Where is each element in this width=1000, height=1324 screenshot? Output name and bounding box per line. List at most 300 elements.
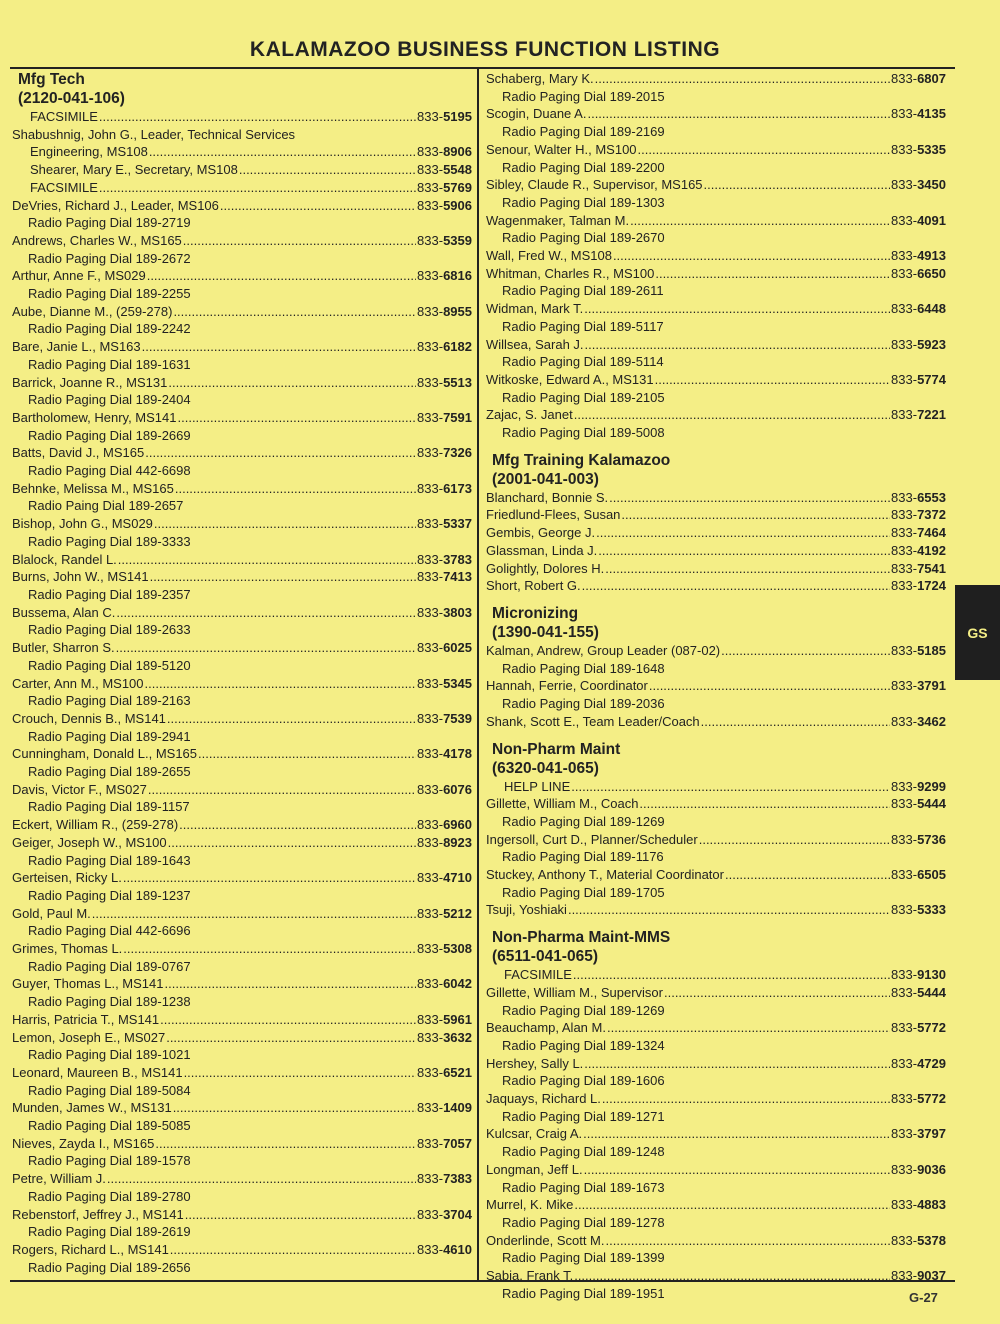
pager-line: Radio Paging Dial 189-2169 xyxy=(502,124,665,140)
pager-line: Radio Paging Dial 189-2670 xyxy=(502,230,665,246)
listing-name: Senour, Walter H., MS100 xyxy=(486,141,637,157)
phone-prefix: 833- xyxy=(891,525,918,541)
pager-line: Radio Paging Dial 189-2105 xyxy=(502,389,665,405)
phone-number xyxy=(417,816,472,834)
dot-leader xyxy=(99,179,416,197)
phone-number xyxy=(891,70,946,88)
phone-prefix: 833- xyxy=(891,212,918,228)
pager-line: Radio Paging Dial 189-1631 xyxy=(28,356,191,372)
pager-line: Radio Paging Dial 189-2015 xyxy=(502,88,665,104)
listing-row xyxy=(12,675,472,693)
listing-row xyxy=(486,984,946,1002)
pager-line: Radio Paging Dial 189-1248 xyxy=(502,1144,665,1160)
phone-prefix: 833- xyxy=(417,516,444,532)
listing-row xyxy=(12,143,472,161)
phone-number xyxy=(417,1029,472,1047)
dot-leader xyxy=(721,642,890,660)
phone-extension: 5774 xyxy=(917,371,946,387)
phone-extension: 6650 xyxy=(917,265,946,281)
dot-leader xyxy=(630,212,890,230)
listing-name: Golightly, Dolores H. xyxy=(486,560,605,576)
listing-name: Davis, Victor F., MS027 xyxy=(12,781,147,797)
section-title: Mfg Training Kalamazoo xyxy=(492,451,671,469)
phone-number xyxy=(417,303,472,321)
dot-leader xyxy=(92,905,416,923)
phone-extension: 5444 xyxy=(917,984,946,1000)
phone-prefix: 833- xyxy=(417,1064,444,1080)
phone-prefix: 833- xyxy=(891,71,918,86)
listing-name: Eckert, William R., (259-278) xyxy=(12,817,179,833)
phone-number xyxy=(417,267,472,285)
listing-name: Wagenmaker, Talman M. xyxy=(486,212,630,228)
listing-row xyxy=(486,1196,946,1214)
listing-row xyxy=(486,1055,946,1073)
phone-extension: 6505 xyxy=(917,867,946,883)
dot-leader xyxy=(621,506,890,524)
phone-number xyxy=(891,560,946,578)
listing-name: Friedlund-Flees, Susan xyxy=(486,507,621,523)
phone-prefix: 833- xyxy=(891,578,918,594)
dot-leader xyxy=(606,1232,891,1250)
dot-leader xyxy=(118,551,416,569)
pager-line: Radio Paging Dial 189-5085 xyxy=(28,1118,191,1134)
listing-row xyxy=(12,604,472,622)
dot-leader xyxy=(147,267,416,285)
listing-name: Shank, Scott E., Team Leader/Coach xyxy=(486,713,700,729)
phone-prefix: 833- xyxy=(891,141,918,157)
phone-number xyxy=(891,265,946,283)
phone-number xyxy=(417,710,472,728)
phone-prefix: 833- xyxy=(417,941,444,957)
phone-extension: 5359 xyxy=(443,232,472,248)
pager-line: Radio Paging Dial 189-2656 xyxy=(28,1259,191,1275)
pager-line: Radio Paing Dial 189-2657 xyxy=(28,498,184,514)
listing-row xyxy=(486,300,946,318)
phone-number xyxy=(417,940,472,958)
section-code: (1390-041-155) xyxy=(492,623,599,641)
phone-number xyxy=(417,1170,472,1188)
dot-leader xyxy=(107,1170,416,1188)
phone-extension: 4135 xyxy=(917,106,946,122)
top-rule xyxy=(10,67,955,69)
listing-name: Murrel, K. Mike xyxy=(486,1197,574,1213)
listing-row xyxy=(486,778,946,796)
dot-leader xyxy=(639,795,890,813)
listing-name: Witkoske, Edward A., MS131 xyxy=(486,371,654,387)
section-title: Mfg Tech xyxy=(18,71,85,88)
phone-extension: 5337 xyxy=(443,516,472,532)
pager-line: Radio Paging Dial 189-1237 xyxy=(28,887,191,903)
listing-name: Schaberg, Mary K. xyxy=(486,71,594,86)
pager-line: Radio Paging Dial 189-1303 xyxy=(502,194,665,210)
phone-prefix: 833- xyxy=(891,967,918,983)
phone-extension: 7539 xyxy=(443,710,472,726)
listing-name: Scogin, Duane A. xyxy=(486,106,587,122)
phone-prefix: 833- xyxy=(417,675,444,691)
phone-prefix: 833- xyxy=(417,409,444,425)
listing-name: Harris, Patricia T., MS141 xyxy=(12,1011,160,1027)
listing-row xyxy=(12,232,472,250)
listing-row xyxy=(486,265,946,283)
section-tab-label: GS xyxy=(967,624,988,641)
phone-extension: 9130 xyxy=(917,967,946,983)
phone-prefix: 833- xyxy=(417,834,444,850)
phone-number xyxy=(891,984,946,1002)
listing-row xyxy=(12,1241,472,1259)
dot-leader xyxy=(154,515,416,533)
listing-name: Barrick, Joanne R., MS131 xyxy=(12,374,168,390)
section-code: (2120-041-106) xyxy=(18,90,125,107)
phone-number xyxy=(891,642,946,660)
pager-line: Radio Paging Dial 189-5084 xyxy=(28,1082,191,1098)
listing-row xyxy=(486,866,946,884)
phone-extension: 5513 xyxy=(443,374,472,390)
listing-row xyxy=(486,577,946,595)
phone-number xyxy=(417,745,472,763)
phone-number xyxy=(891,901,946,919)
listing-row xyxy=(12,1170,472,1188)
phone-extension: 6816 xyxy=(443,268,472,284)
pager-line: Radio Paging Dial 189-2611 xyxy=(502,283,664,299)
listing-row xyxy=(486,1125,946,1143)
listing-row xyxy=(486,70,946,88)
listing-row xyxy=(12,515,472,533)
phone-extension: 5772 xyxy=(917,1020,946,1036)
phone-extension: 4883 xyxy=(917,1197,946,1213)
phone-extension: 5378 xyxy=(917,1232,946,1248)
dot-leader xyxy=(220,197,416,215)
phone-prefix: 833- xyxy=(417,1171,444,1187)
phone-prefix: 833- xyxy=(417,870,444,886)
phone-prefix: 833- xyxy=(417,710,444,726)
phone-prefix: 833- xyxy=(891,831,918,847)
phone-prefix: 833- xyxy=(891,560,918,576)
dot-leader xyxy=(605,560,890,578)
phone-extension: 6960 xyxy=(443,817,472,833)
phone-number xyxy=(417,1064,472,1082)
phone-prefix: 833- xyxy=(417,1206,444,1222)
phone-extension: 3704 xyxy=(443,1206,472,1222)
phone-extension: 7326 xyxy=(443,445,472,461)
listing-row xyxy=(12,374,472,392)
listing-row xyxy=(12,816,472,834)
listing-name: Glassman, Linda J. xyxy=(486,542,598,558)
listing-name: Andrews, Charles W., MS165 xyxy=(12,232,182,248)
listing-row xyxy=(486,1232,946,1250)
phone-number xyxy=(417,1099,472,1117)
dot-leader xyxy=(145,444,416,462)
pager-line: Radio Paging Dial 189-1238 xyxy=(28,994,191,1010)
dot-leader xyxy=(160,1011,416,1029)
listing-row xyxy=(486,141,946,159)
listing-name: Ingersoll, Curt D., Planner/Scheduler xyxy=(486,831,698,847)
dot-leader xyxy=(184,1064,416,1082)
listing-name: Blalock, Randel L. xyxy=(12,551,117,567)
pager-line: Radio Paging Dial 189-1606 xyxy=(502,1073,665,1089)
phone-prefix: 833- xyxy=(891,678,918,694)
listing-row xyxy=(12,126,472,144)
listing-row xyxy=(12,745,472,763)
phone-extension: 4710 xyxy=(443,870,472,886)
pager-line: Radio Paging Dial 189-2255 xyxy=(28,286,191,302)
phone-extension: 7057 xyxy=(443,1135,472,1151)
phone-prefix: 833- xyxy=(417,232,444,248)
phone-number xyxy=(891,489,946,507)
phone-extension: 5923 xyxy=(917,336,946,352)
listing-row xyxy=(486,524,946,542)
phone-number xyxy=(891,300,946,318)
listing-row xyxy=(12,409,472,427)
phone-number xyxy=(891,524,946,542)
phone-extension: 3632 xyxy=(443,1029,472,1045)
pager-line: Radio Paging Dial 442-6698 xyxy=(28,463,191,479)
phone-prefix: 833- xyxy=(417,817,444,833)
phone-prefix: 833- xyxy=(417,445,444,461)
phone-number xyxy=(891,105,946,123)
phone-extension: 7591 xyxy=(443,409,472,425)
listing-name: Sibley, Claude R., Supervisor, MS165 xyxy=(486,177,703,193)
phone-number xyxy=(891,247,946,265)
listing-row xyxy=(12,1206,472,1224)
dot-leader xyxy=(595,70,890,88)
phone-extension: 1409 xyxy=(443,1100,472,1116)
listing-row xyxy=(486,542,946,560)
pager-line: Radio Paging Dial 189-5120 xyxy=(28,657,191,673)
phone-number xyxy=(417,869,472,887)
phone-extension: 6042 xyxy=(443,976,472,992)
listing-row xyxy=(486,901,946,919)
phone-number xyxy=(417,338,472,356)
phone-prefix: 833- xyxy=(891,1161,918,1177)
phone-prefix: 833- xyxy=(891,265,918,281)
dot-leader xyxy=(664,984,890,1002)
phone-prefix: 833- xyxy=(891,507,918,523)
phone-number xyxy=(417,975,472,993)
listing-name: Cunningham, Donald L., MS165 xyxy=(12,746,198,762)
listing-name: Gold, Paul M. xyxy=(12,905,91,921)
phone-number xyxy=(891,831,946,849)
listing-name: Blanchard, Bonnie S. xyxy=(486,489,609,505)
phone-extension: 4913 xyxy=(917,248,946,264)
phone-prefix: 833- xyxy=(417,604,444,620)
listing-name: Kalman, Andrew, Group Leader (087-02) xyxy=(486,642,721,658)
listing-row xyxy=(12,551,472,569)
phone-extension: 7541 xyxy=(917,560,946,576)
listing-name: Bussema, Alan C. xyxy=(12,604,116,620)
listing-row xyxy=(12,197,472,215)
dot-leader xyxy=(198,745,416,763)
phone-prefix: 833- xyxy=(417,162,444,178)
phone-number xyxy=(891,371,946,389)
phone-extension: 7221 xyxy=(917,407,946,423)
section-tab xyxy=(955,585,1000,680)
phone-extension: 6521 xyxy=(443,1064,472,1080)
pager-line: Radio Paging Dial 189-2200 xyxy=(502,159,665,175)
section-title: Micronizing xyxy=(492,604,579,622)
listing-name: Bartholomew, Henry, MS141 xyxy=(12,409,177,425)
phone-number xyxy=(417,480,472,498)
phone-prefix: 833- xyxy=(891,1091,918,1107)
dot-leader xyxy=(145,675,417,693)
phone-number xyxy=(417,179,472,197)
listing-row xyxy=(486,713,946,731)
phone-prefix: 833- xyxy=(891,177,918,193)
listing-row xyxy=(486,176,946,194)
listing-name: Nieves, Zayda I., MS165 xyxy=(12,1135,155,1151)
pager-line: Radio Paging Dial 189-3333 xyxy=(28,533,191,549)
phone-extension: 3797 xyxy=(917,1126,946,1142)
pager-line: Radio Paging Dial 189-1269 xyxy=(502,1002,665,1018)
listing-name: Butler, Sharron S. xyxy=(12,640,115,656)
pager-line: Radio Paging Dial 189-1176 xyxy=(502,849,664,865)
listing-row xyxy=(486,1267,946,1285)
phone-prefix: 833- xyxy=(417,268,444,284)
phone-extension: 5906 xyxy=(443,197,472,213)
dot-leader xyxy=(155,1135,416,1153)
phone-number xyxy=(891,1090,946,1108)
phone-prefix: 833- xyxy=(891,902,918,918)
pager-line: Radio Paging Dial 189-1269 xyxy=(502,813,665,829)
listing-name: Bare, Janie L., MS163 xyxy=(12,339,141,355)
listing-name: Tsuji, Yoshiaki xyxy=(486,902,567,918)
phone-prefix: 833- xyxy=(891,1055,918,1071)
listing-name: Shabushnig, John G., Leader, Technical Services xyxy=(12,126,296,142)
listing-row xyxy=(486,406,946,424)
listing-name: Guyer, Thomas L., MS141 xyxy=(12,976,164,992)
phone-extension: 3450 xyxy=(917,177,946,193)
phone-extension: 9036 xyxy=(917,1161,946,1177)
listing-name: DeVries, Richard J., Leader, MS106 xyxy=(12,197,219,213)
dot-leader xyxy=(150,568,416,586)
listing-row xyxy=(486,336,946,354)
phone-prefix: 833- xyxy=(891,867,918,883)
phone-prefix: 833- xyxy=(891,713,918,729)
phone-prefix: 833- xyxy=(891,1126,918,1142)
phone-prefix: 833- xyxy=(891,371,918,387)
phone-prefix: 833- xyxy=(417,1242,444,1257)
phone-extension: 6076 xyxy=(443,781,472,797)
dot-leader xyxy=(167,710,416,728)
dot-leader xyxy=(649,677,890,695)
listing-row xyxy=(12,639,472,657)
phone-extension: 7372 xyxy=(917,507,946,523)
dot-leader xyxy=(584,1055,890,1073)
phone-extension: 5308 xyxy=(443,941,472,957)
listing-row xyxy=(486,831,946,849)
dot-leader xyxy=(596,524,890,542)
listing-row xyxy=(12,108,472,126)
phone-prefix: 833- xyxy=(417,551,444,567)
listing-row xyxy=(12,1011,472,1029)
listing-row xyxy=(486,560,946,578)
listing-name: Widman, Mark T. xyxy=(486,301,584,317)
phone-prefix: 833- xyxy=(891,984,918,1000)
phone-prefix: 833- xyxy=(891,1020,918,1036)
listing-name: Beauchamp, Alan M. xyxy=(486,1020,606,1036)
phone-prefix: 833- xyxy=(417,746,444,762)
phone-number xyxy=(891,1267,946,1285)
section-title: Non-Pharma Maint-MMS xyxy=(492,929,671,947)
pager-line: Radio Paging Dial 189-2669 xyxy=(28,427,191,443)
listing-name: Aube, Dianne M., (259-278) xyxy=(12,303,173,319)
listing-row xyxy=(12,940,472,958)
listing-name: HELP LINE xyxy=(504,778,571,794)
listing-name: Bishop, John G., MS029 xyxy=(12,516,153,532)
phone-prefix: 833- xyxy=(417,640,444,656)
pager-line: Radio Paging Dial 189-5008 xyxy=(502,425,665,441)
listing-row xyxy=(12,303,472,321)
dot-leader xyxy=(568,901,890,919)
listing-row xyxy=(486,1161,946,1179)
listing-name: Kulcsar, Craig A. xyxy=(486,1126,583,1142)
pager-line: Radio Paging Dial 189-2633 xyxy=(28,622,191,638)
phone-extension: 5212 xyxy=(443,905,472,921)
dot-leader xyxy=(602,1090,890,1108)
listing-name: Lemon, Joseph E., MS027 xyxy=(12,1029,166,1045)
phone-number xyxy=(417,568,472,586)
pager-line: Radio Paging Dial 189-1157 xyxy=(28,799,190,815)
listing-name: Engineering, MS108 xyxy=(30,144,148,160)
listing-row xyxy=(12,161,472,179)
listing-name: Stuckey, Anthony T., Material Coordinator xyxy=(486,867,724,883)
pager-line: Radio Paging Dial 189-2242 xyxy=(28,321,191,337)
listing-name: Whitman, Charles R., MS100 xyxy=(486,265,655,281)
listing-name: Crouch, Dennis B., MS141 xyxy=(12,710,166,726)
dot-leader xyxy=(173,1099,416,1117)
phone-prefix: 833- xyxy=(417,781,444,797)
pager-line: Radio Paging Dial 189-1643 xyxy=(28,852,191,868)
phone-extension: 3783 xyxy=(443,551,472,567)
listing-name: Geiger, Joseph W., MS100 xyxy=(12,834,167,850)
dot-leader xyxy=(148,781,416,799)
listing-name: Onderlinde, Scott M. xyxy=(486,1232,605,1248)
phone-extension: 5335 xyxy=(917,141,946,157)
dot-leader xyxy=(571,778,890,796)
pager-line: Radio Paging Dial 189-1648 xyxy=(502,660,665,676)
phone-number xyxy=(891,212,946,230)
listing-name: Gembis, George J. xyxy=(486,525,596,541)
phone-extension: 7383 xyxy=(443,1171,472,1187)
listing-name: FACSIMILE xyxy=(30,109,98,124)
pager-line: Radio Paging Dial 189-2357 xyxy=(28,586,191,602)
phone-extension: 5333 xyxy=(917,902,946,918)
dot-leader xyxy=(116,639,416,657)
phone-extension: 4729 xyxy=(917,1055,946,1071)
phone-prefix: 833- xyxy=(891,1197,918,1213)
phone-number xyxy=(417,1241,472,1259)
listing-row xyxy=(12,975,472,993)
section-code: (2001-041-003) xyxy=(492,470,599,488)
listing-name: Arthur, Anne F., MS029 xyxy=(12,268,146,284)
dot-leader xyxy=(574,1267,890,1285)
listing-name: FACSIMILE xyxy=(30,179,98,195)
page-title: KALAMAZOO BUSINESS FUNCTION LISTING xyxy=(249,38,721,61)
pager-line: Radio Paging Dial 189-2404 xyxy=(28,392,191,408)
pager-line: Radio Paging Dial 189-1705 xyxy=(502,884,665,900)
phone-number xyxy=(417,232,472,250)
phone-number xyxy=(891,1125,946,1143)
dot-leader xyxy=(175,480,416,498)
pager-line: Radio Paging Dial 189-1399 xyxy=(502,1250,665,1266)
phone-extension: 6448 xyxy=(917,301,946,317)
phone-prefix: 833- xyxy=(417,374,444,390)
dot-leader xyxy=(609,489,890,507)
phone-extension: 5345 xyxy=(443,675,472,691)
pager-line: Radio Paging Dial 189-1324 xyxy=(502,1037,665,1053)
listing-row xyxy=(486,795,946,813)
phone-prefix: 833- xyxy=(417,197,444,213)
phone-prefix: 833- xyxy=(891,407,918,423)
